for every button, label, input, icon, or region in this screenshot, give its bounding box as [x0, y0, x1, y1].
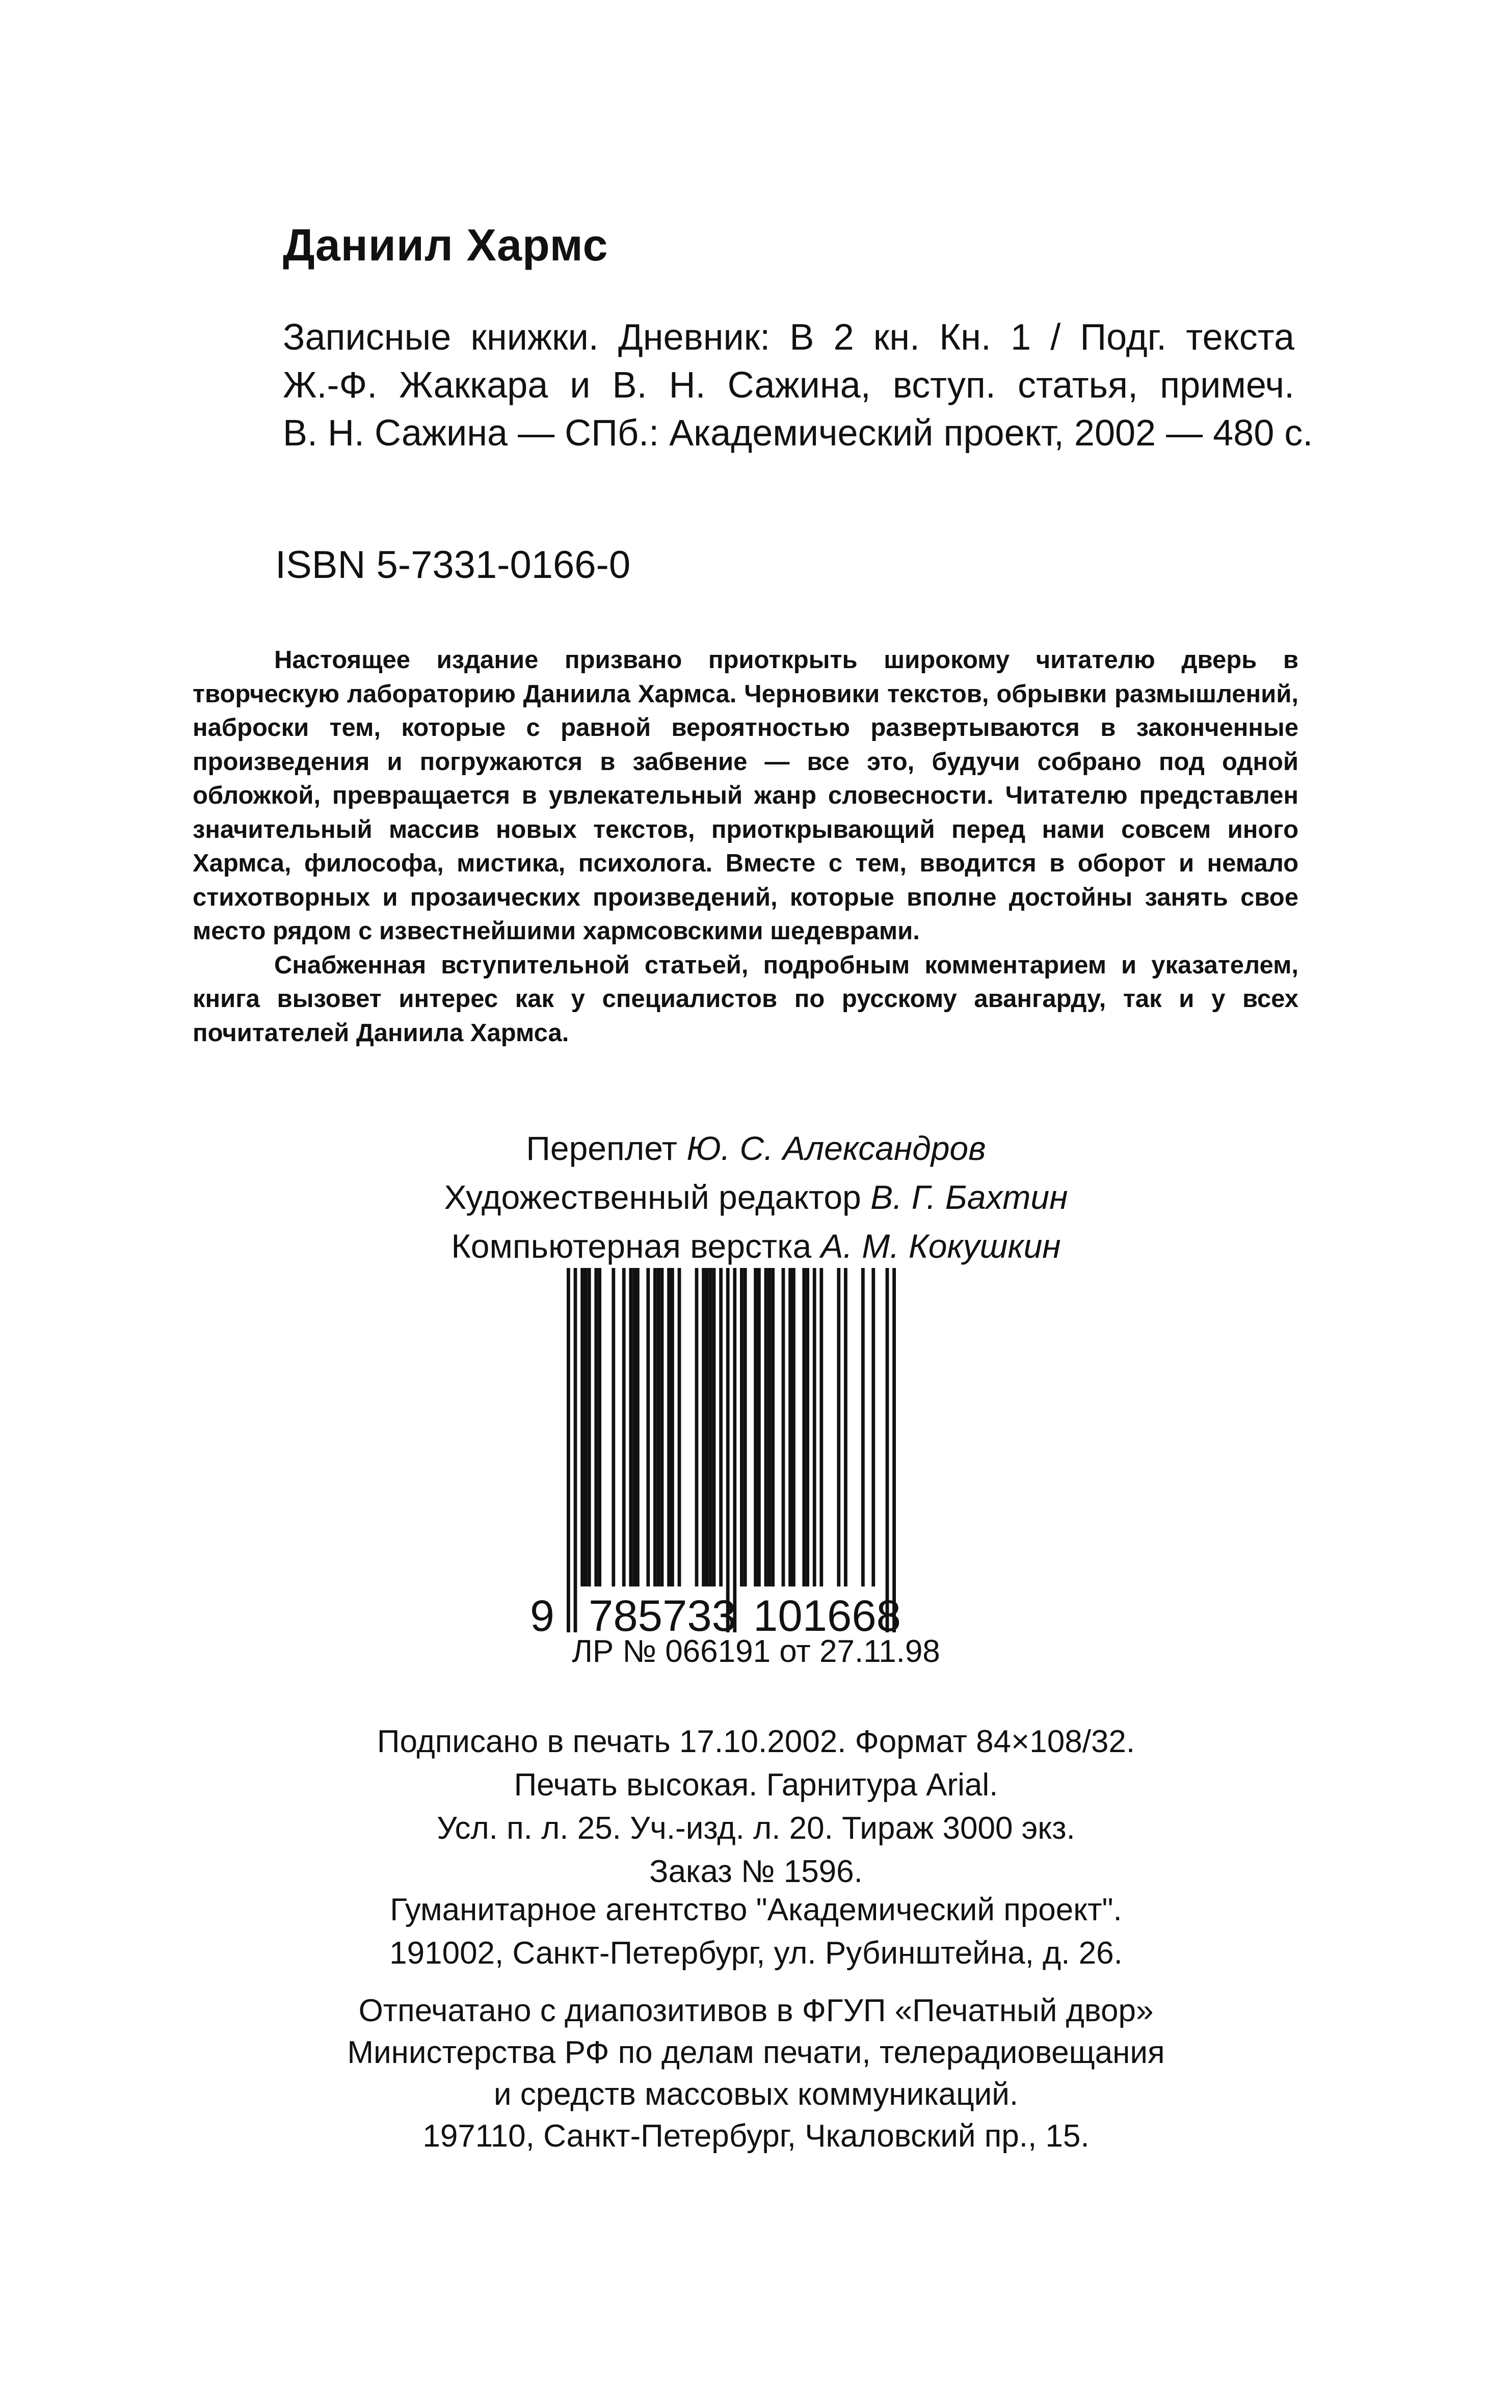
- barcode-bar: [702, 1268, 705, 1586]
- bibliographic-record: [283, 313, 1313, 457]
- credit-layout: [0, 1222, 1512, 1271]
- barcode-bar: [788, 1268, 792, 1586]
- barcode-bar: [819, 1268, 823, 1586]
- bibliographic-line: В. Н. Сажина — СПб.: Академический проект, 2002 — 480 с.: [283, 413, 1313, 454]
- credit-role: Переплет: [526, 1129, 677, 1167]
- barcode-right-digits: 101668: [753, 1592, 901, 1635]
- barcode-bar: [719, 1268, 723, 1586]
- barcode-left-digits: 785733: [589, 1592, 736, 1635]
- barcode-bar: [646, 1268, 650, 1586]
- barcode-bar: [767, 1268, 771, 1586]
- barcode-guard-bar: [892, 1268, 896, 1632]
- barcode-bar: [632, 1268, 636, 1586]
- barcode-bar: [678, 1268, 681, 1586]
- credit-person: В. Г. Бахтин: [870, 1178, 1068, 1216]
- barcode-bar: [636, 1268, 640, 1586]
- barcode-bar: [622, 1268, 626, 1586]
- barcode-bar: [844, 1268, 847, 1586]
- printing-line: Усл. п. л. 25. Уч.-изд. л. 20. Тираж 3000 экз.: [437, 1811, 1075, 1846]
- barcode-bar: [771, 1268, 775, 1586]
- printing-line: Подписано в печать 17.10.2002. Формат 84×108/32.: [377, 1724, 1135, 1759]
- printer-line: и средств массовых коммуникаций.: [493, 2077, 1019, 2112]
- barcode-bar: [629, 1268, 632, 1586]
- barcode-bar: [744, 1268, 747, 1586]
- barcode-bar: [667, 1268, 671, 1586]
- barcode-bar: [837, 1268, 840, 1586]
- barcode-bar: [757, 1268, 761, 1586]
- barcode-bar: [861, 1268, 865, 1586]
- barcode-bar: [709, 1268, 712, 1586]
- publisher-line: 191002, Санкт-Петербург, ул. Рубинштейна, д. 26.: [389, 1936, 1123, 1971]
- barcode-bar: [712, 1268, 716, 1586]
- barcode-bar: [660, 1268, 664, 1586]
- printer-info: [0, 1990, 1512, 2157]
- barcode-guard-bar: [726, 1268, 730, 1632]
- barcode-bar: [598, 1268, 601, 1586]
- barcode-graphic: [530, 1268, 922, 1635]
- publisher-line: Гуманитарное агентство "Академический проект".: [390, 1892, 1122, 1927]
- printing-line: Печать высокая. Гарнитура Arial.: [514, 1767, 998, 1803]
- barcode-bar: [740, 1268, 744, 1586]
- credit-person: Ю. С. Александров: [686, 1129, 986, 1167]
- barcode-first-digit: 9: [530, 1592, 554, 1635]
- printer-line: 197110, Санкт-Петербург, Чкаловский пр., 15.: [422, 2119, 1090, 2154]
- barcode-bar: [657, 1268, 660, 1586]
- credit-art-editor: [0, 1173, 1512, 1222]
- barcode-bar: [580, 1268, 584, 1586]
- barcode-bar: [671, 1268, 674, 1586]
- barcode-bar: [871, 1268, 875, 1586]
- annotation-paragraph: Снабженная вступительной статьей, подробным комментарием и указателем, книга вызовет интерес как у специалистов по русскому авангарду, так и у всех почитателей Даниила Хармса.: [193, 951, 1298, 1047]
- barcode-guard-bar: [886, 1268, 889, 1632]
- publisher-info: [0, 1888, 1512, 1975]
- barcode-guard-bar: [567, 1268, 570, 1632]
- bibliographic-line: Ж.-Ф. Жаккара и В. Н. Сажина, вступ. статья, примеч.: [283, 365, 1294, 406]
- isbn-barcode: [530, 1268, 922, 1635]
- barcode-bars: [567, 1268, 896, 1632]
- barcode-bar: [594, 1268, 598, 1586]
- isbn: ISBN 5-7331-0166-0: [275, 543, 631, 587]
- credit-person: А. М. Кокушкин: [820, 1227, 1061, 1265]
- annotation-paragraph: Настоящее издание призвано приоткрыть широкому читателю дверь в творческую лабораторию Даниила Хармса. Черновики текстов, обрывки размышлений, наброски тем, которые с равной вероятностью развертываются в законченные произведения и погружаются в забвение — все это, будучи собрано под одной обложкой, превращается в увлекательный жанр словесности. Читателю представлен значительный массив новых текстов, приоткрывающий перед нами совсем иного Хармса, философа, мистика, психолога. Вместе с тем, вводится в оборот и немало стихотворных и прозаических произведений, которые вполне достойны занять свое место рядом с известнейшими хармсовскими шедеврами.: [193, 646, 1298, 945]
- printer-line: Отпечатано с диапозитивов в ФГУП «Печатный двор»: [358, 1993, 1154, 2028]
- barcode-bar: [806, 1268, 809, 1586]
- barcode-bar: [653, 1268, 657, 1586]
- barcode-bar: [754, 1268, 757, 1586]
- credit-binding: [0, 1124, 1512, 1173]
- credit-role: Художественный редактор: [444, 1178, 861, 1216]
- annotation: [193, 643, 1298, 1050]
- barcode-bar: [705, 1268, 709, 1586]
- barcode-bar: [813, 1268, 816, 1586]
- barcode-guard-bar: [574, 1268, 577, 1632]
- license-number: ЛР № 066191 от 27.11.98: [572, 1634, 940, 1669]
- barcode-bar: [802, 1268, 806, 1586]
- author-name: Даниил Хармс: [283, 220, 608, 270]
- barcode-bar: [588, 1268, 591, 1586]
- barcode-bar: [782, 1268, 785, 1586]
- printing-line: Заказ № 1596.: [649, 1854, 863, 1889]
- barcode-bar: [695, 1268, 699, 1586]
- barcode-bar: [764, 1268, 768, 1586]
- barcode-bar: [792, 1268, 795, 1586]
- credits: [0, 1124, 1512, 1271]
- barcode-bar: [612, 1268, 615, 1586]
- barcode-guard-bar: [733, 1268, 736, 1632]
- printer-line: Министерства РФ по делам печати, телерадиовещания: [347, 2035, 1165, 2070]
- printing-info: [0, 1720, 1512, 1893]
- credit-role: Компьютерная верстка: [451, 1227, 812, 1265]
- bibliographic-line: Записные книжки. Дневник: В 2 кн. Кн. 1 / Подг. текста: [283, 317, 1294, 358]
- barcode-bar: [584, 1268, 588, 1586]
